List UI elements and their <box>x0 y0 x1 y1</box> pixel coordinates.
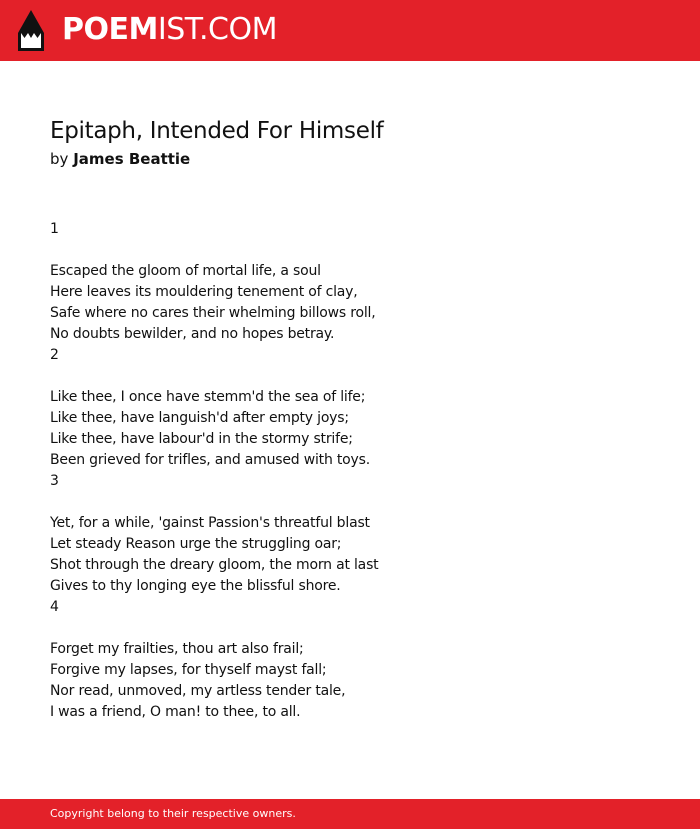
poem-line: Gives to thy longing eye the blissful shore. <box>50 578 341 594</box>
poem-line: No doubts bewilder, and no hopes betray. <box>50 326 335 342</box>
poem-line: Let steady Reason urge the struggling oar; <box>50 536 342 552</box>
stanza-number: 2 <box>50 347 59 363</box>
by-label: by <box>50 150 69 168</box>
author-name: James Beattie <box>73 150 191 168</box>
stanza-spacer <box>50 240 650 261</box>
poem-body <box>50 219 650 723</box>
stanza-spacer <box>50 366 650 387</box>
poem-line: Like thee, have languish'd after empty joys; <box>50 410 349 426</box>
poem-line: Escaped the gloom of mortal life, a soul <box>50 263 321 279</box>
byline <box>50 149 190 169</box>
stanza-number: 3 <box>50 473 59 489</box>
poem-line: Shot through the dreary gloom, the morn at last <box>50 557 379 573</box>
poem-line: Safe where no cares their whelming billows roll, <box>50 305 376 321</box>
site-header <box>0 0 700 61</box>
stanza-number: 1 <box>50 221 59 237</box>
copyright-notice: Copyright belong to their respective owners. <box>50 807 296 820</box>
poem-line: Like thee, have labour'd in the stormy strife; <box>50 431 353 447</box>
stanza-spacer <box>50 492 650 513</box>
stanza-spacer <box>50 618 650 639</box>
poem-line: Forgive my lapses, for thyself mayst fall; <box>50 662 327 678</box>
stanza-number: 4 <box>50 599 59 615</box>
site-footer <box>0 799 700 829</box>
poem-line: Like thee, I once have stemm'd the sea of life; <box>50 389 366 405</box>
poem-title: Epitaph, Intended For Himself <box>50 118 384 144</box>
poem-line: Nor read, unmoved, my artless tender tale, <box>50 683 346 699</box>
brand-light-text: IST.COM <box>157 12 277 47</box>
poem-line: Been grieved for trifles, and amused with toys. <box>50 452 370 468</box>
poem-line: Here leaves its mouldering tenement of clay, <box>50 284 358 300</box>
poem-line: I was a friend, O man! to thee, to all. <box>50 704 301 720</box>
site-logo-text[interactable] <box>62 11 277 49</box>
poem-line: Forget my frailties, thou art also frail; <box>50 641 304 657</box>
poem-line: Yet, for a while, 'gainst Passion's threatful blast <box>50 515 370 531</box>
pencil-icon[interactable] <box>18 10 44 51</box>
brand-strong-text: POEM <box>62 12 158 47</box>
